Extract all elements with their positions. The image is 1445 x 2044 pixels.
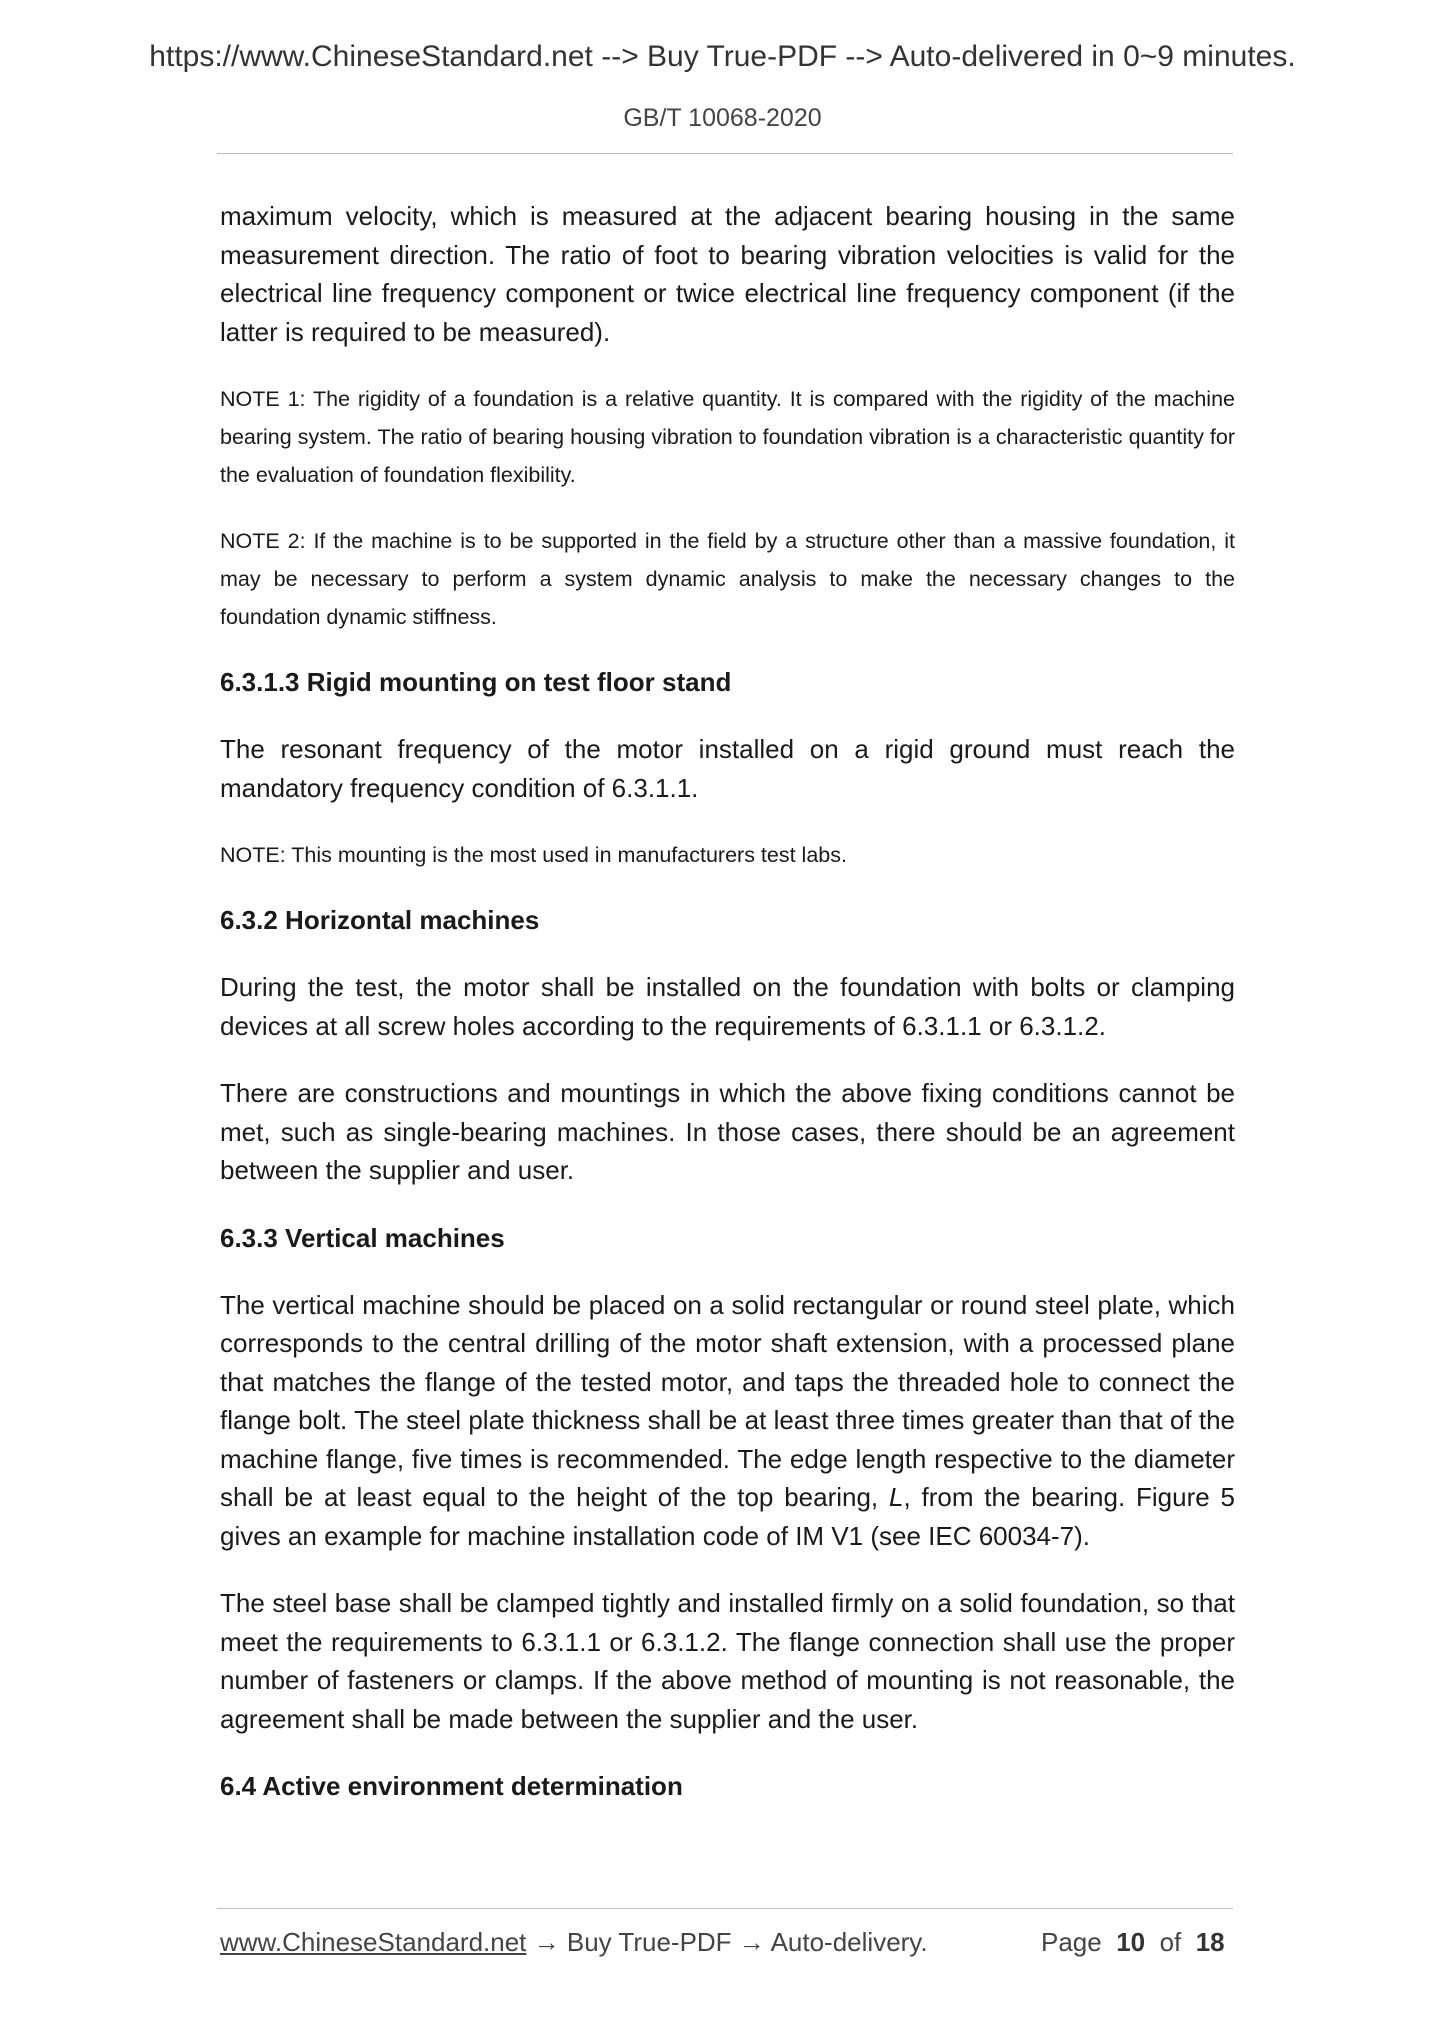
paragraph-foot-velocity: maximum velocity, which is measured at the adjacent bearing housing in the same measurement direction. The ratio of foot to bearing vibration velocities is valid for the electrical line frequency component or twice electrical line frequency component (if the latter is required to be measured). <box>220 201 1235 347</box>
header-banner: https://www.ChineseStandard.net --> Buy True-PDF --> Auto-delivered in 0~9 minutes. <box>149 40 1296 73</box>
note-1: NOTE 1: The rigidity of a foundation is a relative quantity. It is compared with the rigidity of the machine bearing system. The ratio of bearing housing vibration to foundation vibration is a characteristic quantity for the evaluation of foundation flexibility. <box>220 387 1235 488</box>
heading-6-4: 6.4 Active environment determination <box>220 1771 683 1802</box>
document-id: GB/T 10068-2020 <box>623 104 822 132</box>
paragraph-vertical-text-b: , from the bearing. Figure 5 gives an example for machine installation code of IM V1 (see IEC 60034-7). <box>220 1482 1235 1551</box>
page-total: 18 <box>1195 1927 1225 1957</box>
paragraph-vertical-text-a: The vertical machine should be placed on a solid rectangular or round steel plate, which corresponds to the central drilling of the motor shaft extension, with a processed plane that matches the flange of the tested motor, and taps the threaded hole to connect the flange bolt. The steel plate thickness shall be at least three times greater than that of the machine flange, five times is recommended. The edge length respective to the diameter shall be at least equal to the height of the top bearing, <box>220 1289 1235 1513</box>
footer-website-link[interactable]: www.ChineseStandard.net <box>220 1927 527 1957</box>
page-indicator <box>1041 1927 1225 1958</box>
heading-6-3-3: 6.3.3 Vertical machines <box>220 1222 505 1253</box>
footer-divider <box>217 1908 1233 1909</box>
paragraph-steel-base: The steel base shall be clamped tightly and installed firmly on a solid foundation, so that meet the requirements to 6.3.1.1 or 6.3.1.2. The flange connection shall use the proper number of fasteners or clamps. If the above method of mounting is not reasonable, the agreement shall be made between the supplier and the user. <box>220 1588 1235 1734</box>
page-of-label: of <box>1159 1927 1182 1957</box>
paragraph-vertical-machine <box>220 1286 1235 1556</box>
paragraph-single-bearing: There are constructions and mountings in which the above fixing conditions cannot be met, such as single-bearing machines. In those cases, there should be an agreement between the supplier and user. <box>220 1078 1235 1186</box>
footer-left <box>220 1927 928 1958</box>
symbol-L: L <box>888 1482 904 1513</box>
heading-6-3-2: 6.3.2 Horizontal machines <box>220 905 540 936</box>
page-number: 10 <box>1116 1927 1146 1957</box>
paragraph-horizontal-install: During the test, the motor shall be installed on the foundation with bolts or clamping devices at all screw holes according to the requirements of 6.3.1.1 or 6.3.1.2. <box>220 972 1235 1041</box>
page-content <box>220 197 1235 1834</box>
page-label: Page <box>1041 1927 1102 1957</box>
heading-6-3-1-3: 6.3.1.3 Rigid mounting on test floor stand <box>220 667 732 698</box>
footer-tagline: → Buy True-PDF → Auto-delivery. <box>526 1927 928 1957</box>
paragraph-resonant-frequency: The resonant frequency of the motor installed on a rigid ground must reach the mandatory frequency condition of 6.3.1.1. <box>220 734 1235 803</box>
note-mounting: NOTE: This mounting is the most used in manufacturers test labs. <box>220 843 847 868</box>
header-divider <box>217 153 1233 154</box>
note-2: NOTE 2: If the machine is to be supported in the field by a structure other than a massive foundation, it may be necessary to perform a system dynamic analysis to make the necessary changes to the foundation dynamic stiffness. <box>220 528 1235 630</box>
